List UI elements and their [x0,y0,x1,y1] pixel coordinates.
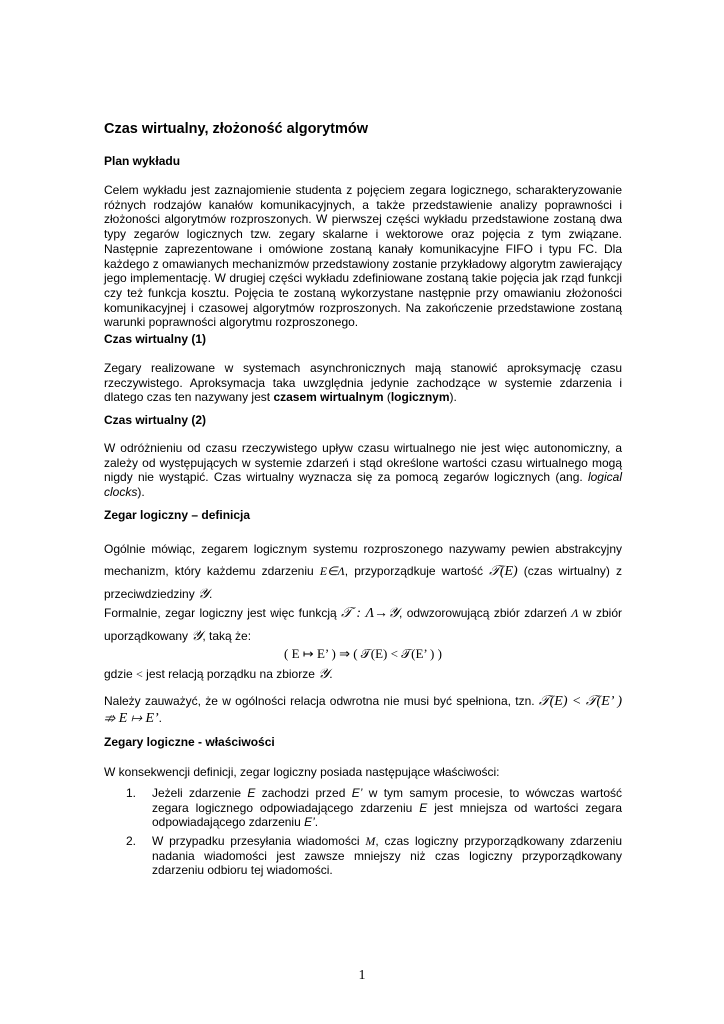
bold-term: czasem wirtualnym [273,390,384,405]
page-number: 1 [358,968,366,983]
text-run: gdzie [104,667,137,681]
text-run: w zbiór uporządkowany [104,606,622,643]
document-title: Czas wirtualny, złożoność algorytmów [104,121,368,137]
text-run: Zegary realizowane w systemach asynchronicznych mają stanowić aproksymację czasu rzeczywistego. Aproksymacja taka uwzględnia jedynie zachodzące w systemie zdarzenia i dlatego czas ten nazywany jest [104,361,622,405]
text-run: W przypadku przesyłania wiadomości [152,834,366,848]
text-run: . [209,587,213,601]
text-run: . [314,815,319,830]
heading-virtual-time-2: Czas wirtualny (2) [104,413,207,427]
heading-properties: Zegary logiczne - właściwości [104,735,275,749]
text-run: (czas wirtualny) z przeciwdziedziny [104,564,622,601]
paragraph-definition-1 [104,538,622,606]
paragraph-plan: Celem wykładu jest zaznajomienie studenta z pojęciem zegara logicznego, scharakteryzowanie różnych rodzajów kanałów komunikacyjnych, a także przedstawienie analizy poprawności i złożoności algorytmów rozproszonych. W pierwszej części wykładu przedstawione zostaną dwa typy zegarów logicznych tzw. zegary skalarne i wektorowe oraz pojęcia z tym związane. Następnie zaprezentowane i omówione zostaną kanały komunikacyjne FIFO i typu FC. Dla każdego z omawianych mechanizmów przedstawiony zostanie przykładowy algorytm zawierający jego implementację. W drugiej części wykładu zdefiniowane zostaną takie pojęcia jak rząd funkcji czy też funkcja kosztu. Pojęcia te zostaną wykorzystane następnie przy omawianiu złożoności komunikacyjnej i czasowej algorytmów rozproszonych. Na zakończenie przedstawione zostaną warunki poprawności algorytmu rozproszonego. [104,183,622,330]
text-run: . [329,667,333,681]
text-run: , przyporządkuje wartość [344,564,490,578]
paragraph-properties-intro: W konsekwencji definicji, zegar logiczny posiada następujące właściwości: [104,765,500,779]
italic-term: E [247,786,256,800]
text-run: Jeżeli zdarzenie [152,786,248,800]
text-run: zachodzi przed [255,786,352,800]
math-inline: Λ [571,606,579,620]
math-inline: 𝒴 [318,667,330,682]
text-run: . [158,711,163,725]
bold-term: logicznym [390,390,450,405]
list-item-number: 2. [126,834,137,848]
italic-term: E’ [351,786,363,800]
text-run: , taką że: [202,629,252,643]
italic-term: logical clocks [104,470,622,500]
text-run: jest mniejsza od wartości zegara odpowiadającego zdarzeniu [152,800,623,830]
list-item-text [152,834,622,878]
text-run: Należy zauważyć, że w ogólności relacja odwrotna nie musi być spełniona, tzn. [104,694,539,708]
text-run: , odwzorowującą zbiór zdarzeń [399,606,572,620]
list-item-number: 1. [126,786,137,800]
list-item-text [152,786,622,830]
text-run: W odróżnieniu od czasu rzeczywistego upływ czasu wirtualnego nie jest więc autonomiczny, a zależy od występujących w systemie zdarzeń i stąd określone wartości czasu wirtualnego mogą nigdy nie wystąpić. Czas wirtualny wyznacza się za pomocą zegarów logicznych (ang. [104,441,622,485]
text-run: w tym samym procesie, to wówczas wartość zegara logicznego odpowiadającego zdarzeniu [152,786,622,815]
text-run: ). [449,390,457,405]
paragraph-definition-2 [104,602,622,648]
math-inline: 𝒯 : Λ→𝒴 [341,606,399,621]
math-inline: < [136,667,143,681]
formula-clock-condition: ( E ↦ E’ ) ⇒ ( 𝒯(E) < 𝒯(E’ ) ) [284,646,442,661]
text-run: , czas logiczny przyporządkowany zdarzeniu nadania wiadomości jest zawsze mniejszy niż czas logiczny przyporządkowany zdarzeniu odbioru tej wiadomości. [152,834,622,878]
heading-plan: Plan wykładu [104,154,181,168]
paragraph-definition-4 [104,693,622,727]
text-run: ). [137,485,145,500]
math-inline: M [365,834,376,848]
math-inline: 𝒯(E) < 𝒯(E’ ) ⇏ E ↦ E’ [104,694,622,726]
math-inline: 𝒴 [198,587,210,602]
math-inline: 𝒯(E) [489,564,518,579]
text-run: Formalnie, zegar logiczny jest więc funkcją [104,606,342,620]
math-inline: 𝒴 [191,629,203,644]
italic-term: E [419,800,428,815]
text-run: Ogólnie mówiąc, zegarem logicznym systemu rozproszonego nazywamy pewien abstrakcyjny mechanizm, który każdemu zdarzeniu [104,542,622,578]
heading-definition: Zegar logiczny – definicja [104,508,251,522]
heading-virtual-time-1: Czas wirtualny (1) [104,332,207,346]
italic-term: E’ [304,815,315,830]
math-inline: E∈Λ [319,564,345,578]
paragraph-definition-3 [104,667,622,683]
text-run: jest relacją porządku na zbiorze [142,667,319,681]
paragraph-virtual-time-1 [104,361,622,405]
text-run: ( [383,390,391,405]
paragraph-virtual-time-2 [104,441,622,500]
